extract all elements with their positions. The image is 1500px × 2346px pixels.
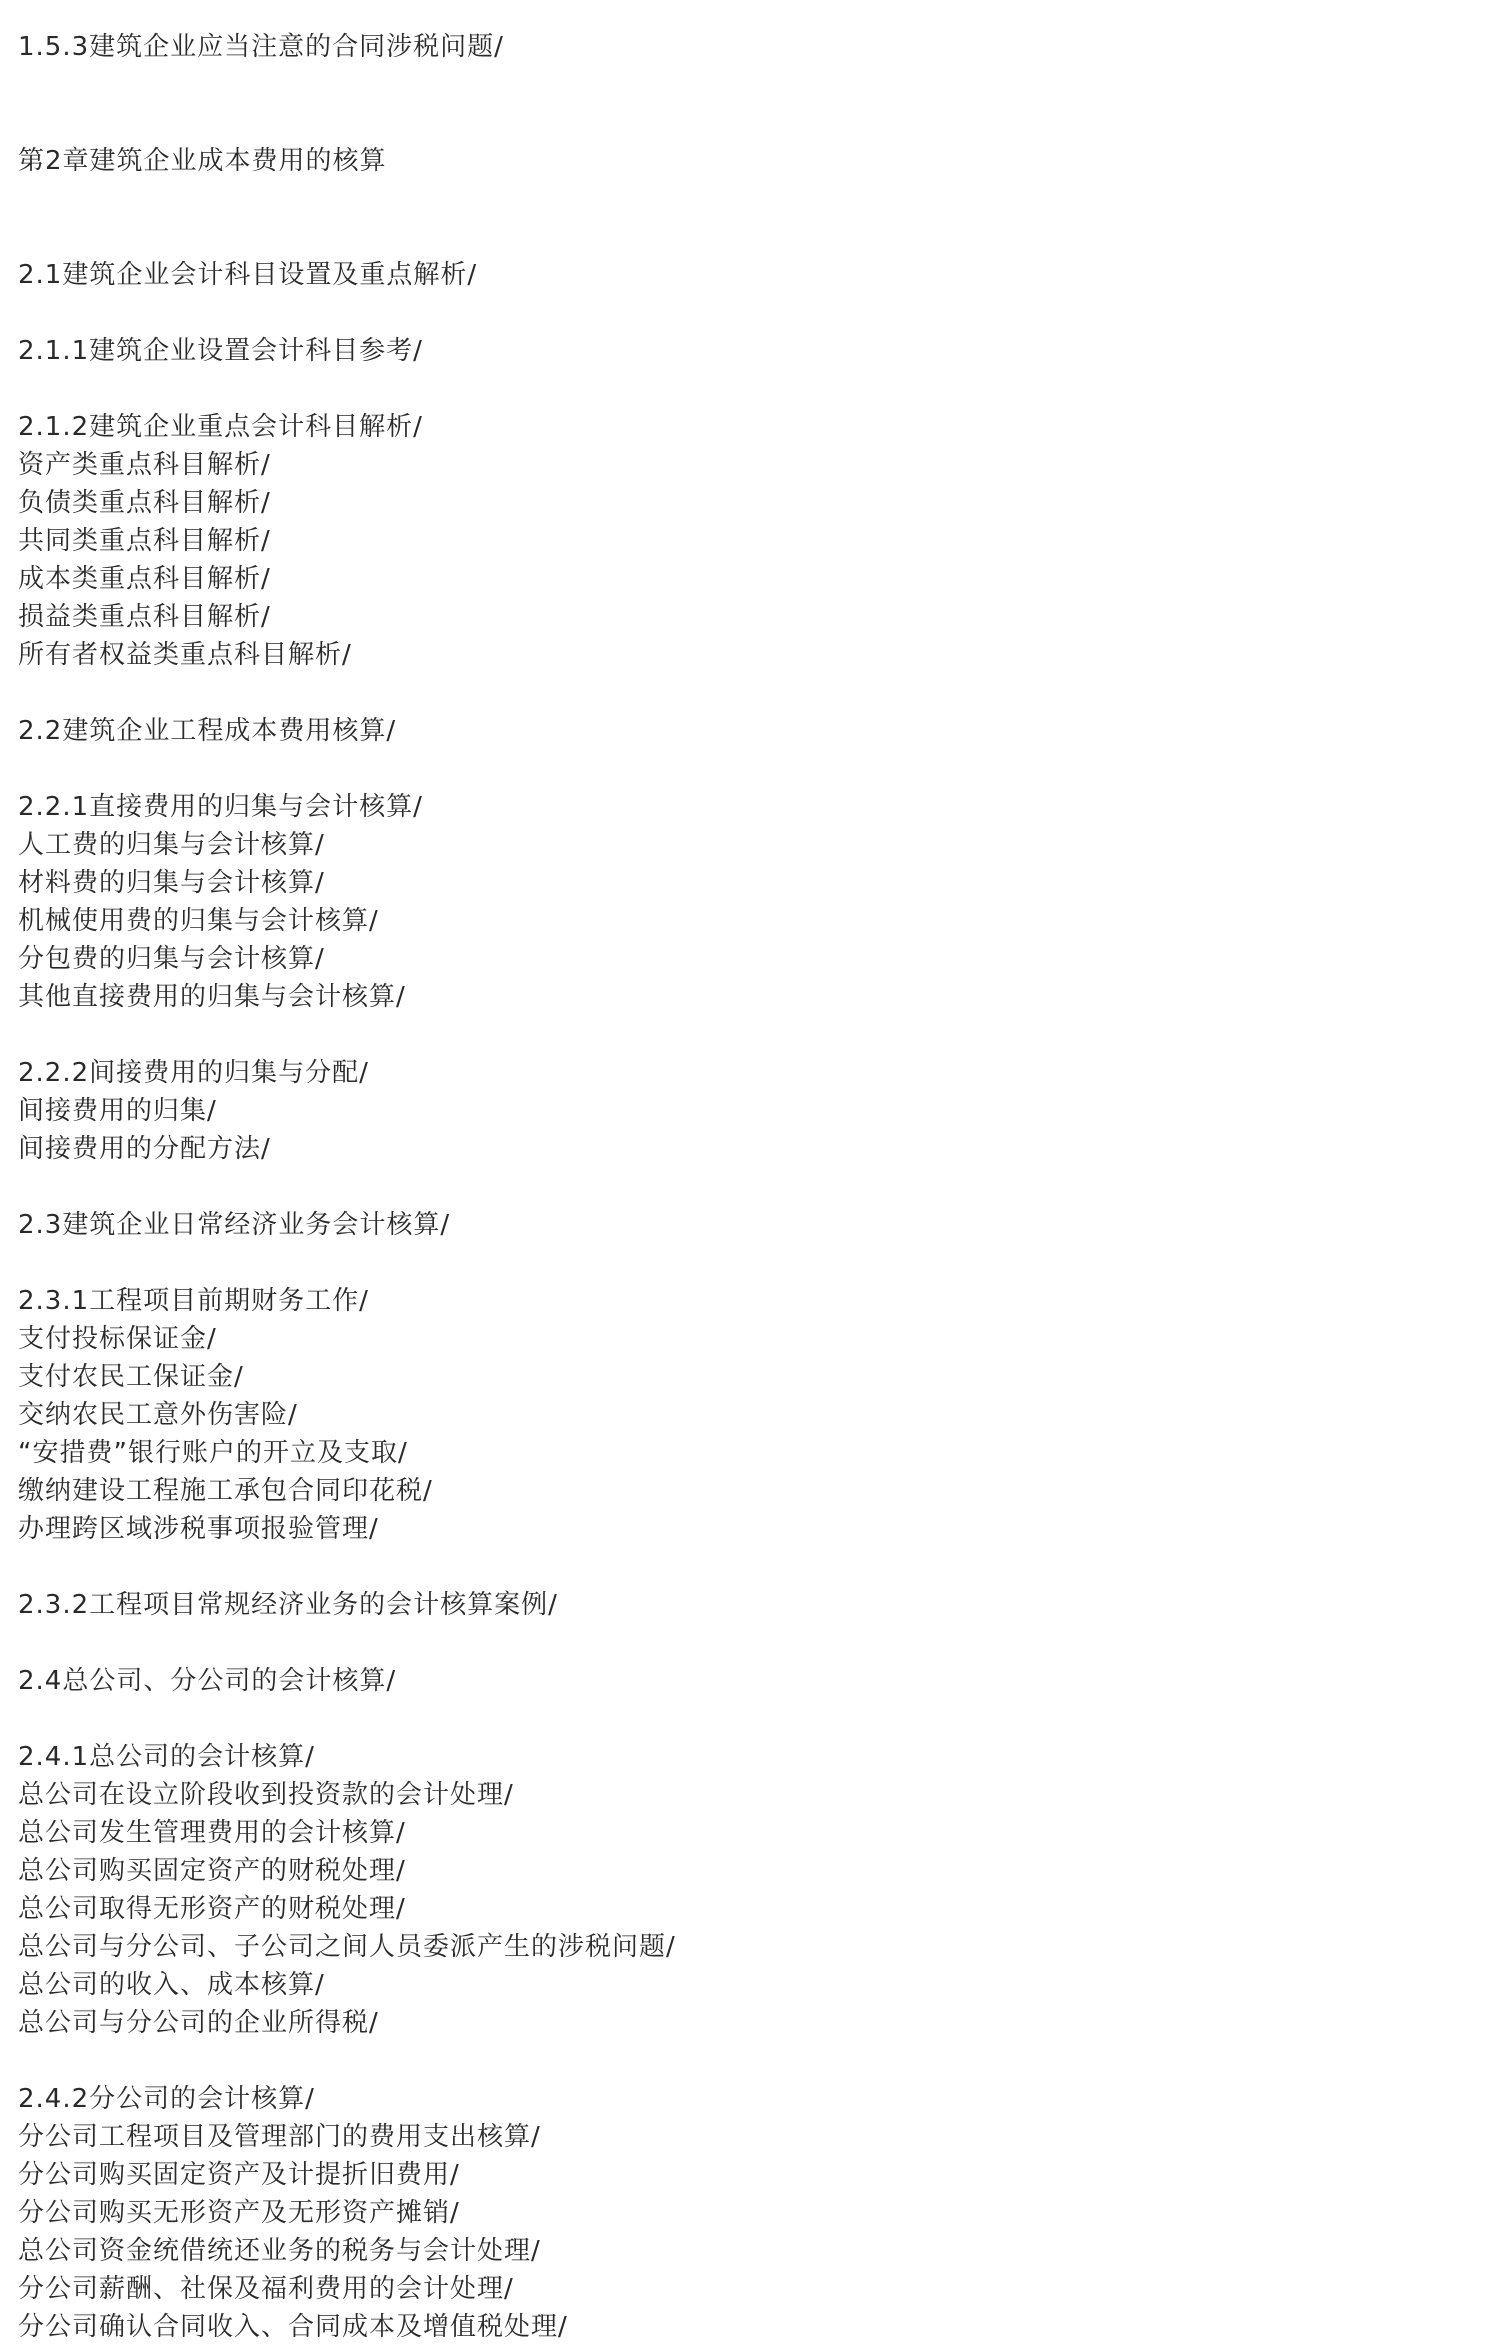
toc-entry: 总公司与分公司、子公司之间人员委派产生的涉税问题/ [18,1932,676,1962]
blank-line [18,180,1478,256]
blank-line [18,1168,1478,1206]
blank-line [18,674,1478,712]
toc-entry: 损益类重点科目解析/ [18,602,271,632]
section-heading: 2.2.1直接费用的归集与会计核算/ [18,792,423,822]
toc-entry: 间接费用的归集/ [18,1096,217,1126]
section-heading: 2.1.1建筑企业设置会计科目参考/ [18,336,423,366]
section-heading: 2.4.1总公司的会计核算/ [18,1742,315,1772]
blank-line [18,1700,1478,1738]
toc-entry: 总公司购买固定资产的财税处理/ [18,1856,406,1886]
toc-entry: 分公司薪酬、社保及福利费用的会计处理/ [18,2274,514,2304]
toc-entry: 分公司工程项目及管理部门的费用支出核算/ [18,2122,541,2152]
toc-entry: 人工费的归集与会计核算/ [18,830,325,860]
blank-line [18,1624,1478,1662]
blank-line [18,1548,1478,1586]
toc-entry: 总公司取得无形资产的财税处理/ [18,1894,406,1924]
blank-line [18,66,1478,142]
toc-entry: 机械使用费的归集与会计核算/ [18,906,379,936]
toc-entry: 交纳农民工意外伤害险/ [18,1400,298,1430]
toc-entry: 所有者权益类重点科目解析/ [18,640,352,670]
section-heading: 2.3建筑企业日常经济业务会计核算/ [18,1210,451,1240]
section-heading: 2.4.2分公司的会计核算/ [18,2084,315,2114]
toc-entry: 其他直接费用的归集与会计核算/ [18,982,406,1012]
section-heading: 2.3.2工程项目常规经济业务的会计核算案例/ [18,1590,558,1620]
section-heading: 2.2建筑企业工程成本费用核算/ [18,716,397,746]
toc-entry: 总公司与分公司的企业所得税/ [18,2008,379,2038]
toc-entry: 分公司购买无形资产及无形资产摊销/ [18,2198,460,2228]
toc-entry: 共同类重点科目解析/ [18,526,271,556]
blank-line [18,370,1478,408]
toc-entry: 总公司发生管理费用的会计核算/ [18,1818,406,1848]
section-heading: 2.1建筑企业会计科目设置及重点解析/ [18,260,478,290]
blank-line [18,294,1478,332]
toc-entry: 支付农民工保证金/ [18,1362,244,1392]
section-heading: 2.2.2间接费用的归集与分配/ [18,1058,369,1088]
toc-entry: 总公司的收入、成本核算/ [18,1970,325,2000]
toc-entry: “安措费”银行账户的开立及支取/ [18,1438,408,1468]
chapter-heading: 第2章建筑企业成本费用的核算 [18,146,387,176]
toc-entry: 缴纳建设工程施工承包合同印花税/ [18,1476,433,1506]
toc-entry: 分包费的归集与会计核算/ [18,944,325,974]
toc-entry: 材料费的归集与会计核算/ [18,868,325,898]
section-heading: 2.3.1工程项目前期财务工作/ [18,1286,369,1316]
toc-entry: 成本类重点科目解析/ [18,564,271,594]
document-body [18,28,1478,2346]
blank-line [18,1244,1478,1282]
blank-line [18,1016,1478,1054]
toc-entry: 总公司在设立阶段收到投资款的会计处理/ [18,1780,514,1810]
toc-entry: 分公司购买固定资产及计提折旧费用/ [18,2160,460,2190]
toc-entry: 总公司资金统借统还业务的税务与会计处理/ [18,2236,541,2266]
blank-line [18,2042,1478,2080]
toc-entry: 资产类重点科目解析/ [18,450,271,480]
toc-entry: 支付投标保证金/ [18,1324,217,1354]
blank-line [18,750,1478,788]
section-heading: 2.4总公司、分公司的会计核算/ [18,1666,397,1696]
toc-entry: 间接费用的分配方法/ [18,1134,271,1164]
toc-entry: 分公司确认合同收入、合同成本及增值税处理/ [18,2312,568,2342]
toc-entry: 负债类重点科目解析/ [18,488,271,518]
section-heading: 1.5.3建筑企业应当注意的合同涉税问题/ [18,32,504,62]
toc-entry: 办理跨区域涉税事项报验管理/ [18,1514,379,1544]
section-heading: 2.1.2建筑企业重点会计科目解析/ [18,412,423,442]
